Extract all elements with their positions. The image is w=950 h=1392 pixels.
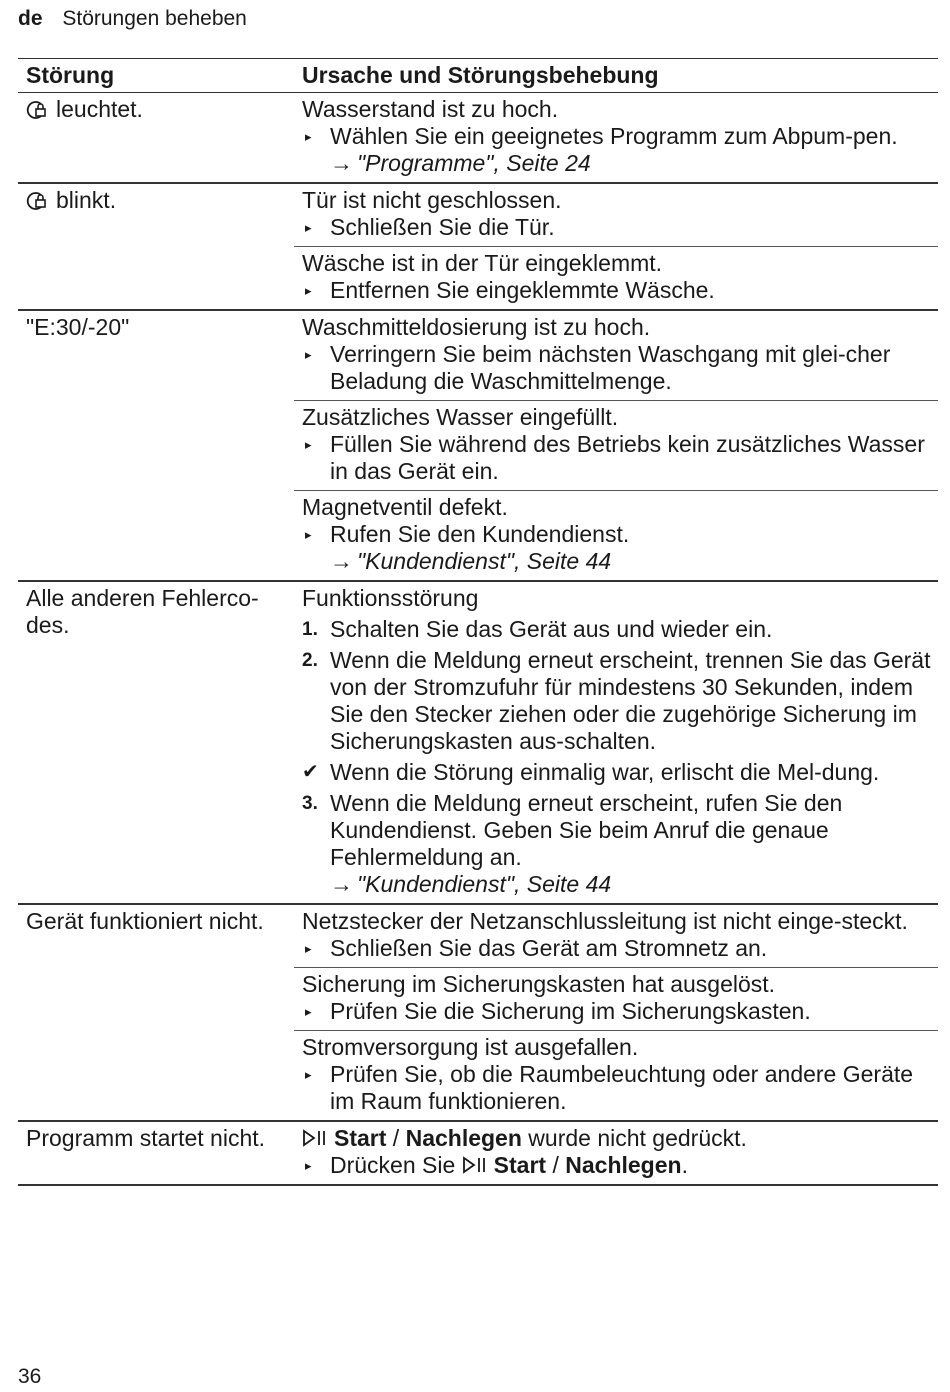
slash-text: /	[552, 1152, 559, 1178]
cause-entry	[294, 311, 938, 400]
cause-text: Zusätzliches Wasser eingefüllt.	[302, 404, 619, 430]
action-text: Prüfen Sie, ob die Raumbeleuchtung oder andere Geräte im Raum funktionieren.	[330, 1061, 914, 1114]
cause-text: Wäsche ist in der Tür eingeklemmt.	[302, 250, 663, 276]
fault-cell	[18, 582, 294, 903]
cross-reference-link[interactable]	[302, 871, 938, 898]
column-header-cause: Ursache und Störungsbehebung	[302, 62, 659, 88]
action-step	[302, 935, 938, 962]
result-text: Wenn die Störung einmalig war, erlischt die Mel-dung.	[330, 759, 880, 785]
start-button-label: Start	[493, 1152, 547, 1178]
section-title: Störungen beheben	[62, 7, 247, 30]
reference-text: "Kundendienst", Seite 44	[357, 548, 612, 574]
numbered-step	[302, 616, 938, 643]
action-text: Wenn die Meldung erneut erscheint, rufen Sie den Kundendienst. Geben Sie beim Anruf die genaue Fehlermeldung an.	[330, 790, 843, 870]
door-lock-icon	[26, 100, 50, 120]
cause-entry	[294, 246, 938, 309]
table-row	[18, 184, 938, 311]
page-number: 36	[18, 1365, 42, 1388]
action-step	[302, 277, 938, 304]
bullet-icon: ▸	[305, 1004, 312, 1019]
cause-entry	[294, 905, 938, 967]
cause-column	[294, 311, 938, 580]
action-step	[302, 214, 938, 241]
cause-entry	[294, 967, 938, 1030]
reference-text: "Kundendienst", Seite 44	[357, 871, 612, 897]
column-header-fault: Störung	[26, 62, 115, 88]
page-header	[18, 7, 247, 31]
step-number: 1.	[302, 619, 318, 640]
action-step	[302, 431, 938, 485]
cause-text: Wasserstand ist zu hoch.	[302, 96, 559, 122]
action-step	[302, 1061, 938, 1115]
troubleshooting-table	[18, 58, 938, 1186]
start-pause-icon	[462, 1155, 490, 1175]
result-step	[302, 759, 938, 786]
fault-text: blinkt.	[56, 187, 117, 213]
action-step	[302, 341, 938, 395]
fault-text: Programm startet nicht.	[26, 1125, 266, 1151]
fault-text: Alle anderen Fehlerco-des.	[26, 585, 259, 638]
language-code: de	[18, 7, 43, 30]
numbered-step	[302, 647, 938, 755]
action-text: Verringern Sie beim nächsten Waschgang mit glei-cher Beladung die Waschmittelmenge.	[330, 341, 891, 394]
bullet-icon: ▸	[305, 527, 312, 542]
step-number: 2.	[302, 650, 318, 671]
action-text: Wählen Sie ein geeignetes Programm zum Abpum-pen.	[330, 123, 898, 149]
fault-cell	[18, 1122, 294, 1184]
bullet-icon: ▸	[305, 941, 312, 956]
cause-entry	[294, 93, 938, 182]
cause-text: Sicherung im Sicherungskasten hat ausgelöst.	[302, 971, 776, 997]
action-step	[302, 998, 938, 1025]
cause-text: Netzstecker der Netzanschlussleitung ist nicht einge-steckt.	[302, 908, 908, 934]
action-text: Rufen Sie den Kundendienst.	[330, 521, 630, 547]
cause-column	[294, 905, 938, 1120]
bullet-icon: ▸	[305, 1067, 312, 1082]
cause-column	[294, 184, 938, 309]
cause-column	[294, 1122, 938, 1184]
bullet-icon: ▸	[305, 1158, 312, 1173]
cause-column	[294, 93, 938, 182]
cause-text: Magnetventil defekt.	[302, 494, 508, 520]
fault-cell	[18, 93, 294, 182]
bullet-icon: ▸	[305, 283, 312, 298]
table-row	[18, 582, 938, 905]
cause-column	[294, 582, 938, 903]
pause-button-label: Nachlegen	[405, 1125, 522, 1151]
cause-suffix-text: wurde nicht gedrückt.	[528, 1125, 747, 1151]
start-pause-icon	[302, 1128, 330, 1148]
cause-text: Waschmitteldosierung ist zu hoch.	[302, 314, 651, 340]
action-text: Entfernen Sie eingeklemmte Wäsche.	[330, 277, 715, 303]
bullet-icon: ▸	[305, 129, 312, 144]
table-row	[18, 311, 938, 582]
arrow-icon: →	[330, 548, 353, 574]
numbered-step	[302, 790, 938, 871]
cause-text: Stromversorgung ist ausgefallen.	[302, 1034, 639, 1060]
action-prefix-text: Drücken Sie	[330, 1152, 456, 1178]
action-text: Füllen Sie während des Betriebs kein zusätzliches Wasser in das Gerät ein.	[330, 431, 925, 484]
cause-entry	[294, 1122, 938, 1184]
cause-text: Tür ist nicht geschlossen.	[302, 187, 562, 213]
cause-entry	[294, 400, 938, 490]
bullet-icon: ▸	[305, 347, 312, 362]
action-step	[302, 521, 938, 548]
door-lock-icon	[26, 191, 50, 211]
action-text: Wenn die Meldung erneut erscheint, trennen Sie das Gerät von der Stromzufuhr für mindestens 30 Sekunden, indem Sie den Stecker ziehen oder die zugehörige Sicherung im Sicherungskasten aus-schalten.	[330, 647, 931, 754]
arrow-icon: →	[330, 150, 353, 176]
fault-cell	[18, 311, 294, 580]
cause-entry	[294, 1030, 938, 1120]
start-button-label: Start	[334, 1125, 387, 1151]
table-row	[18, 93, 938, 184]
arrow-icon: →	[330, 871, 353, 897]
reference-text: "Programme", Seite 24	[357, 150, 591, 176]
pause-button-label: Nachlegen	[565, 1152, 682, 1178]
action-step	[302, 1152, 938, 1179]
period-text: .	[681, 1152, 688, 1178]
check-icon: ✔	[302, 761, 319, 783]
fault-text: leuchtet.	[56, 96, 143, 122]
fault-text: Gerät funktioniert nicht.	[26, 908, 264, 934]
fault-text: "E:30/-20"	[26, 314, 130, 340]
action-text: Schließen Sie das Gerät am Stromnetz an.	[330, 935, 768, 961]
bullet-icon: ▸	[305, 437, 312, 452]
cause-entry	[294, 582, 938, 903]
fault-cell	[18, 184, 294, 309]
action-step	[302, 123, 938, 150]
step-number: 3.	[302, 793, 318, 814]
action-text: Schließen Sie die Tür.	[330, 214, 555, 240]
table-row	[18, 905, 938, 1122]
table-row	[18, 1122, 938, 1186]
table-header-row	[18, 58, 938, 93]
action-text: Schalten Sie das Gerät aus und wieder ein.	[330, 616, 773, 642]
slash-text: /	[392, 1125, 400, 1151]
cause-text: Funktionsstörung	[302, 585, 479, 611]
action-text: Prüfen Sie die Sicherung im Sicherungskasten.	[330, 998, 811, 1024]
fault-cell	[18, 905, 294, 1120]
cross-reference-link[interactable]	[302, 150, 938, 177]
cause-entry	[294, 490, 938, 580]
bullet-icon: ▸	[305, 220, 312, 235]
cause-entry	[294, 184, 938, 246]
cross-reference-link[interactable]	[302, 548, 938, 575]
cause-text	[302, 1125, 938, 1152]
